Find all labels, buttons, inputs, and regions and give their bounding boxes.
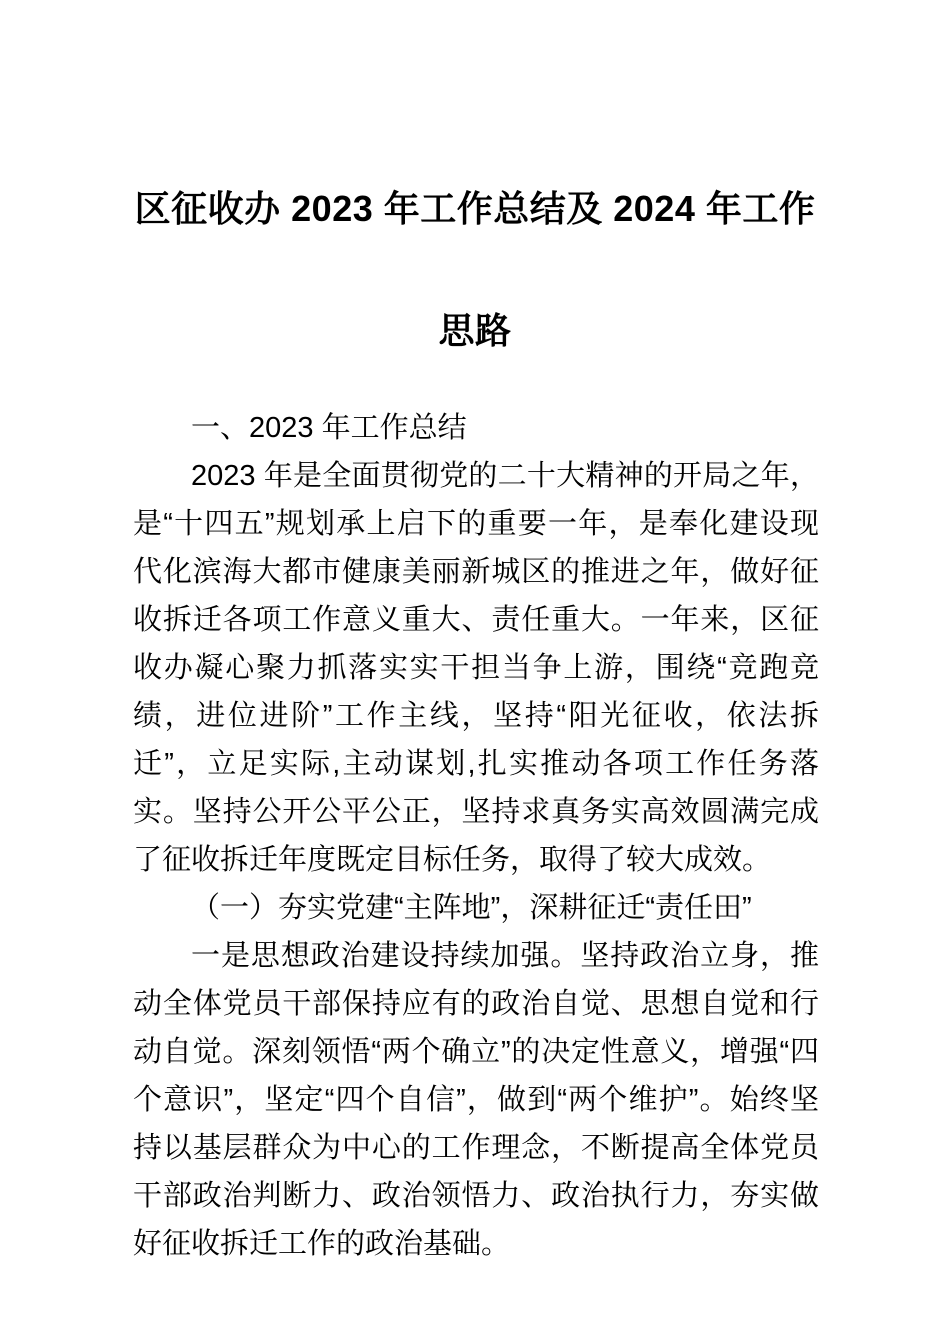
- subsection-heading-party-building: （一）夯实党建“主阵地”，深耕征迁“责任田”: [191, 892, 752, 924]
- document-body: [133, 404, 819, 1268]
- paragraph-ideological-political-construction: 一是思想政治建设持续加强。坚持政治立身，推动全体党员干部保持应有的政治自觉、思想自觉和行动自觉。深刻领悟“两个确立”的决定性意义，增强“四个意识”，坚定“四个自信”，做到“两个维护”。始终坚持以基层群众为中心的工作理念，不断提高全体党员干部政治判断力、政治领悟力、政治执行力，夯实做好征收拆迁工作的政治基础。: [133, 940, 819, 1260]
- paragraph-intro: 2023 年是全面贯彻党的二十大精神的开局之年，是“十四五”规划承上启下的重要一年，是奉化建设现代化滨海大都市健康美丽新城区的推进之年，做好征收拆迁各项工作意义重大、责任重大。一年来，区征收办凝心聚力抓落实实干担当争上游，围绕“竞跑竞绩，进位进阶”工作主线，坚持“阳光征收，依法拆迁”，立足实际,主动谋划,扎实推动各项工作任务落实。坚持公开公平公正，坚持求真务实高效圆满完成了征收拆迁年度既定目标任务，取得了较大成效。: [133, 460, 819, 876]
- section-heading-2023-summary: 一、2023 年工作总结: [191, 412, 467, 444]
- page-title: 区征收办 2023 年工作总结及 2024 年工作思路: [134, 188, 816, 351]
